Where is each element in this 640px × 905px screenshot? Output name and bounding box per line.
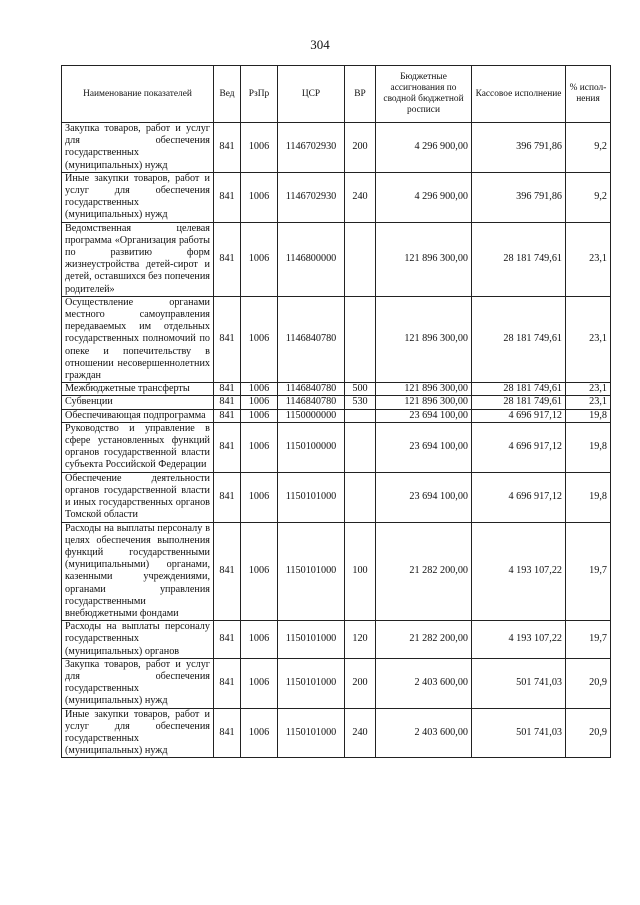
row-name: Иные закупки товаров, работ и услуг для обеспечения государственных (муниципальных) нужд [62, 172, 214, 222]
row-csr: 1146840780 [278, 396, 345, 409]
row-name: Расходы на выплаты персоналу государственных (муниципальных) органов [62, 621, 214, 659]
row-rzpr: 1006 [241, 422, 278, 472]
table-row [62, 296, 611, 382]
row-cash: 28 181 749,61 [472, 222, 566, 296]
table-row [62, 708, 611, 758]
budget-execution-table [61, 65, 611, 758]
row-budget: 121 896 300,00 [376, 383, 472, 396]
row-name: Субвенции [62, 396, 214, 409]
row-budget: 21 282 200,00 [376, 621, 472, 659]
table-row [62, 383, 611, 396]
row-pct: 19,8 [566, 422, 611, 472]
row-vr [345, 422, 376, 472]
table-row [62, 472, 611, 522]
table-row [62, 658, 611, 708]
row-vr [345, 409, 376, 422]
row-rzpr: 1006 [241, 123, 278, 173]
row-name: Межбюджетные трансферты [62, 383, 214, 396]
row-budget: 121 896 300,00 [376, 222, 472, 296]
header-cash: Кассовое исполнение [472, 66, 566, 123]
row-budget: 121 896 300,00 [376, 396, 472, 409]
row-rzpr: 1006 [241, 222, 278, 296]
row-cash: 4 696 917,12 [472, 472, 566, 522]
row-vr: 500 [345, 383, 376, 396]
row-vr: 200 [345, 123, 376, 173]
page-number: 304 [310, 37, 330, 52]
row-pct: 19,7 [566, 621, 611, 659]
row-rzpr: 1006 [241, 383, 278, 396]
header-rzpr: РзПр [241, 66, 278, 123]
row-pct: 20,9 [566, 658, 611, 708]
row-vr: 530 [345, 396, 376, 409]
row-rzpr: 1006 [241, 396, 278, 409]
header-budget: Бюджетные ассигнования по сводной бюджетной росписи [376, 66, 472, 123]
header-csr: ЦСР [278, 66, 345, 123]
row-pct: 20,9 [566, 708, 611, 758]
table-row [62, 396, 611, 409]
row-csr: 1146840780 [278, 296, 345, 382]
row-pct: 23,1 [566, 396, 611, 409]
row-csr: 1150101000 [278, 708, 345, 758]
row-csr: 1150100000 [278, 422, 345, 472]
row-vr: 240 [345, 172, 376, 222]
row-pct: 23,1 [566, 222, 611, 296]
row-name: Расходы на выплаты персоналу в целях обеспечения выполнения функций государственными (муниципальными) органами, казенными учреждениями, органами управления государственными внебюджетными фондами [62, 522, 214, 621]
row-cash: 28 181 749,61 [472, 296, 566, 382]
row-budget: 4 296 900,00 [376, 123, 472, 173]
table-row [62, 409, 611, 422]
row-ved: 841 [214, 621, 241, 659]
row-name: Иные закупки товаров, работ и услуг для обеспечения государственных (муниципальных) нужд [62, 708, 214, 758]
row-name: Закупка товаров, работ и услуг для обеспечения государственных (муниципальных) нужд [62, 658, 214, 708]
row-budget: 121 896 300,00 [376, 296, 472, 382]
row-ved: 841 [214, 472, 241, 522]
row-rzpr: 1006 [241, 522, 278, 621]
row-cash: 4 696 917,12 [472, 422, 566, 472]
row-pct: 19,7 [566, 522, 611, 621]
row-budget: 23 694 100,00 [376, 472, 472, 522]
row-ved: 841 [214, 172, 241, 222]
row-ved: 841 [214, 123, 241, 173]
row-csr: 1150101000 [278, 658, 345, 708]
row-vr [345, 472, 376, 522]
row-ved: 841 [214, 422, 241, 472]
row-ved: 841 [214, 708, 241, 758]
row-pct: 19,8 [566, 472, 611, 522]
row-csr: 1150101000 [278, 621, 345, 659]
row-rzpr: 1006 [241, 296, 278, 382]
row-vr: 100 [345, 522, 376, 621]
row-ved: 841 [214, 658, 241, 708]
row-name: Закупка товаров, работ и услуг для обеспечения государственных (муниципальных) нужд [62, 123, 214, 173]
row-pct: 19,8 [566, 409, 611, 422]
row-cash: 396 791,86 [472, 123, 566, 173]
row-vr [345, 296, 376, 382]
row-name: Ведомственная целевая программа «Организация работы по развитию форм жизнеустройства детей-сирот и детей, оставшихся без попечения родителей» [62, 222, 214, 296]
table-row [62, 522, 611, 621]
row-budget: 2 403 600,00 [376, 708, 472, 758]
row-name: Обеспечивающая подпрограмма [62, 409, 214, 422]
row-rzpr: 1006 [241, 472, 278, 522]
row-vr [345, 222, 376, 296]
table-row [62, 222, 611, 296]
row-csr: 1150000000 [278, 409, 345, 422]
row-ved: 841 [214, 396, 241, 409]
table-header-row [62, 66, 611, 123]
row-vr: 240 [345, 708, 376, 758]
row-cash: 28 181 749,61 [472, 383, 566, 396]
header-name: Наименование показателей [62, 66, 214, 123]
row-pct: 9,2 [566, 172, 611, 222]
row-csr: 1146840780 [278, 383, 345, 396]
row-csr: 1146702930 [278, 172, 345, 222]
table-row [62, 621, 611, 659]
row-vr: 120 [345, 621, 376, 659]
row-pct: 23,1 [566, 383, 611, 396]
row-cash: 4 193 107,22 [472, 621, 566, 659]
table-body [62, 123, 611, 758]
table-row [62, 123, 611, 173]
row-pct: 23,1 [566, 296, 611, 382]
row-budget: 2 403 600,00 [376, 658, 472, 708]
row-rzpr: 1006 [241, 172, 278, 222]
row-rzpr: 1006 [241, 621, 278, 659]
row-pct: 9,2 [566, 123, 611, 173]
row-cash: 501 741,03 [472, 658, 566, 708]
row-budget: 23 694 100,00 [376, 422, 472, 472]
row-rzpr: 1006 [241, 658, 278, 708]
row-vr: 200 [345, 658, 376, 708]
row-name: Руководство и управление в сфере установленных функций органов государственной власти субъекта Российской Федерации [62, 422, 214, 472]
row-ved: 841 [214, 522, 241, 621]
header-ved: Вед [214, 66, 241, 123]
row-name: Осуществление органами местного самоуправления передаваемых им отдельных государственных полномочий по опеке и попечительству в отношении несовершеннолетних граждан [62, 296, 214, 382]
row-budget: 4 296 900,00 [376, 172, 472, 222]
row-name: Обеспечение деятельности органов государственной власти и иных государственных органов Томской области [62, 472, 214, 522]
row-cash: 28 181 749,61 [472, 396, 566, 409]
row-ved: 841 [214, 222, 241, 296]
row-ved: 841 [214, 296, 241, 382]
header-pct: % испол-нения [566, 66, 611, 123]
row-ved: 841 [214, 383, 241, 396]
row-csr: 1146800000 [278, 222, 345, 296]
row-cash: 501 741,03 [472, 708, 566, 758]
table-row [62, 172, 611, 222]
row-cash: 4 193 107,22 [472, 522, 566, 621]
row-ved: 841 [214, 409, 241, 422]
row-rzpr: 1006 [241, 708, 278, 758]
row-cash: 396 791,86 [472, 172, 566, 222]
row-budget: 21 282 200,00 [376, 522, 472, 621]
row-cash: 4 696 917,12 [472, 409, 566, 422]
header-vr: ВР [345, 66, 376, 123]
row-rzpr: 1006 [241, 409, 278, 422]
row-budget: 23 694 100,00 [376, 409, 472, 422]
row-csr: 1146702930 [278, 123, 345, 173]
table-row [62, 422, 611, 472]
row-csr: 1150101000 [278, 472, 345, 522]
row-csr: 1150101000 [278, 522, 345, 621]
